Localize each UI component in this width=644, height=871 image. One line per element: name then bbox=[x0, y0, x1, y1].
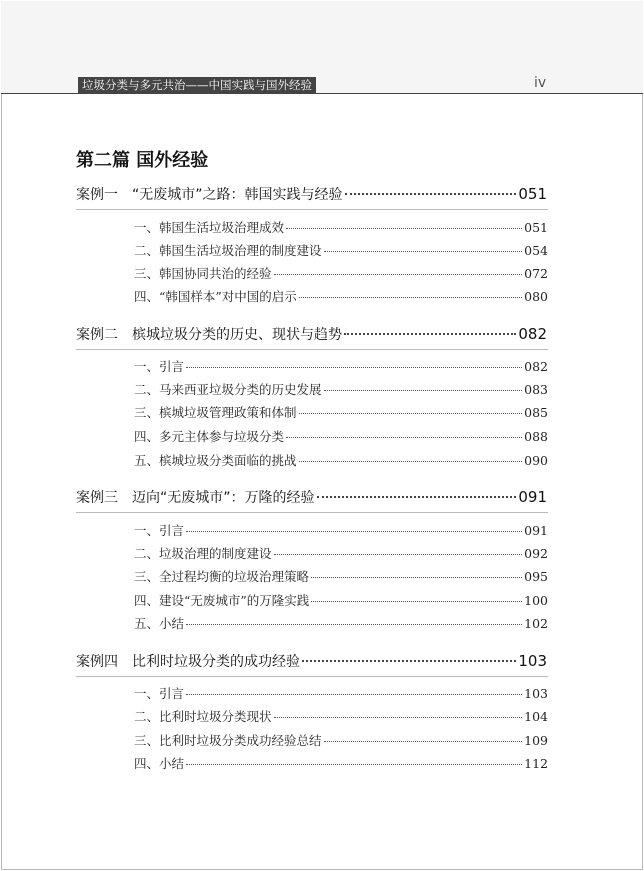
toc-entry[interactable] bbox=[134, 567, 548, 585]
page-number: iv bbox=[534, 75, 547, 91]
toc-entry[interactable] bbox=[134, 591, 548, 609]
toc-entry[interactable] bbox=[134, 731, 548, 749]
dot-leader bbox=[311, 566, 522, 579]
case-number: 案例一 bbox=[76, 187, 118, 203]
dot-leader bbox=[317, 484, 517, 498]
entry-page: 051 bbox=[524, 220, 548, 235]
entry-page: 085 bbox=[524, 405, 548, 420]
dot-leader bbox=[324, 240, 523, 253]
entry-title: 四、小结 bbox=[134, 756, 185, 771]
toc-case[interactable] bbox=[76, 184, 547, 204]
entry-title: 五、槟城垃圾分类面临的挑战 bbox=[134, 453, 297, 468]
entry-title: 二、垃圾治理的制度建设 bbox=[134, 546, 272, 561]
dot-leader bbox=[324, 379, 523, 392]
toc-case[interactable] bbox=[76, 651, 547, 671]
toc-entry[interactable] bbox=[134, 521, 548, 539]
dot-leader bbox=[311, 590, 522, 603]
case-number: 案例三 bbox=[76, 490, 118, 506]
case-page: 103 bbox=[518, 652, 547, 670]
entry-page: 080 bbox=[524, 289, 548, 304]
toc-entry[interactable] bbox=[134, 427, 548, 445]
entry-page: 088 bbox=[524, 429, 548, 444]
entry-title: 三、全过程均衡的垃圾治理策略 bbox=[134, 569, 310, 584]
case-number: 案例二 bbox=[76, 327, 118, 343]
dot-leader bbox=[274, 263, 523, 276]
toc-entry[interactable] bbox=[134, 544, 548, 562]
dot-leader bbox=[186, 356, 522, 369]
case-title: “无废城市”之路：韩国实践与经验 bbox=[132, 187, 343, 203]
toc-entry[interactable] bbox=[134, 684, 548, 702]
entry-title: 二、韩国生活垃圾治理的制度建设 bbox=[134, 243, 322, 258]
entry-title: 三、比利时垃圾分类成功经验总结 bbox=[134, 733, 322, 748]
dot-leader bbox=[186, 613, 522, 626]
entry-page: 109 bbox=[524, 733, 548, 748]
dot-leader bbox=[299, 450, 523, 463]
case-divider bbox=[76, 209, 548, 210]
entry-page: 103 bbox=[524, 686, 548, 701]
entry-page: 102 bbox=[524, 616, 548, 631]
dot-leader bbox=[344, 321, 516, 335]
entry-page: 054 bbox=[524, 243, 548, 258]
dot-leader bbox=[286, 217, 522, 230]
toc-entry[interactable] bbox=[134, 287, 548, 305]
dot-leader bbox=[299, 402, 523, 415]
entry-title: 一、引言 bbox=[134, 523, 185, 538]
case-page: 091 bbox=[518, 488, 547, 506]
entry-title: 四、建设“无废城市”的万隆实践 bbox=[134, 593, 310, 608]
toc-entry[interactable] bbox=[134, 241, 548, 259]
toc-entry[interactable] bbox=[134, 218, 548, 236]
case-divider bbox=[76, 512, 548, 513]
case-number: 案例四 bbox=[76, 654, 118, 670]
entry-page: 100 bbox=[524, 593, 548, 608]
toc-entry[interactable] bbox=[134, 754, 548, 772]
toc-entry[interactable] bbox=[134, 614, 548, 632]
toc-entry[interactable] bbox=[134, 707, 548, 725]
toc-case[interactable] bbox=[76, 487, 547, 507]
dot-leader bbox=[302, 648, 516, 662]
entry-page: 090 bbox=[524, 453, 548, 468]
entry-page: 091 bbox=[524, 523, 548, 538]
entry-title: 三、韩国协同共治的经验 bbox=[134, 266, 272, 281]
toc-entry[interactable] bbox=[134, 451, 548, 469]
entry-page: 112 bbox=[524, 756, 548, 771]
entry-title: 一、韩国生活垃圾治理成效 bbox=[134, 220, 285, 235]
case-divider bbox=[76, 349, 548, 350]
running-head: 垃圾分类与多元共治——中国实践与国外经验 bbox=[78, 77, 316, 93]
dot-leader bbox=[186, 683, 522, 696]
entry-page: 083 bbox=[524, 382, 548, 397]
case-title: 比利时垃圾分类的成功经验 bbox=[132, 654, 300, 670]
dot-leader bbox=[274, 543, 523, 556]
entry-title: 五、小结 bbox=[134, 616, 185, 631]
entry-page: 072 bbox=[524, 266, 548, 281]
case-title: 槟城垃圾分类的历史、现状与趋势 bbox=[132, 327, 342, 343]
case-divider bbox=[76, 676, 548, 677]
entry-title: 四、“韩国样本”对中国的启示 bbox=[134, 289, 297, 304]
entry-page: 104 bbox=[524, 709, 548, 724]
dot-leader bbox=[299, 286, 522, 299]
entry-page: 095 bbox=[524, 569, 548, 584]
entry-page: 082 bbox=[524, 359, 548, 374]
entry-title: 一、引言 bbox=[134, 359, 185, 374]
entry-page: 092 bbox=[524, 546, 548, 561]
part-title: 第二篇 国外经验 bbox=[76, 150, 209, 171]
case-title: 迈向“无废城市”：万隆的经验 bbox=[132, 490, 315, 506]
case-page: 082 bbox=[518, 325, 547, 343]
dot-leader bbox=[186, 753, 522, 766]
toc-entry[interactable] bbox=[134, 357, 548, 375]
dot-leader bbox=[324, 730, 523, 743]
entry-title: 四、多元主体参与垃圾分类 bbox=[134, 429, 285, 444]
entry-title: 一、引言 bbox=[134, 686, 185, 701]
toc-entry[interactable] bbox=[134, 403, 548, 421]
entry-title: 二、马来西亚垃圾分类的历史发展 bbox=[134, 382, 322, 397]
toc-entry[interactable] bbox=[134, 264, 548, 282]
toc-case[interactable] bbox=[76, 324, 547, 344]
toc-entry[interactable] bbox=[134, 380, 548, 398]
dot-leader bbox=[186, 520, 522, 533]
entry-title: 二、比利时垃圾分类现状 bbox=[134, 709, 272, 724]
entry-title: 三、槟城垃圾管理政策和体制 bbox=[134, 405, 297, 420]
dot-leader bbox=[345, 181, 517, 195]
case-page: 051 bbox=[518, 185, 547, 203]
dot-leader bbox=[286, 426, 522, 439]
dot-leader bbox=[274, 706, 523, 719]
